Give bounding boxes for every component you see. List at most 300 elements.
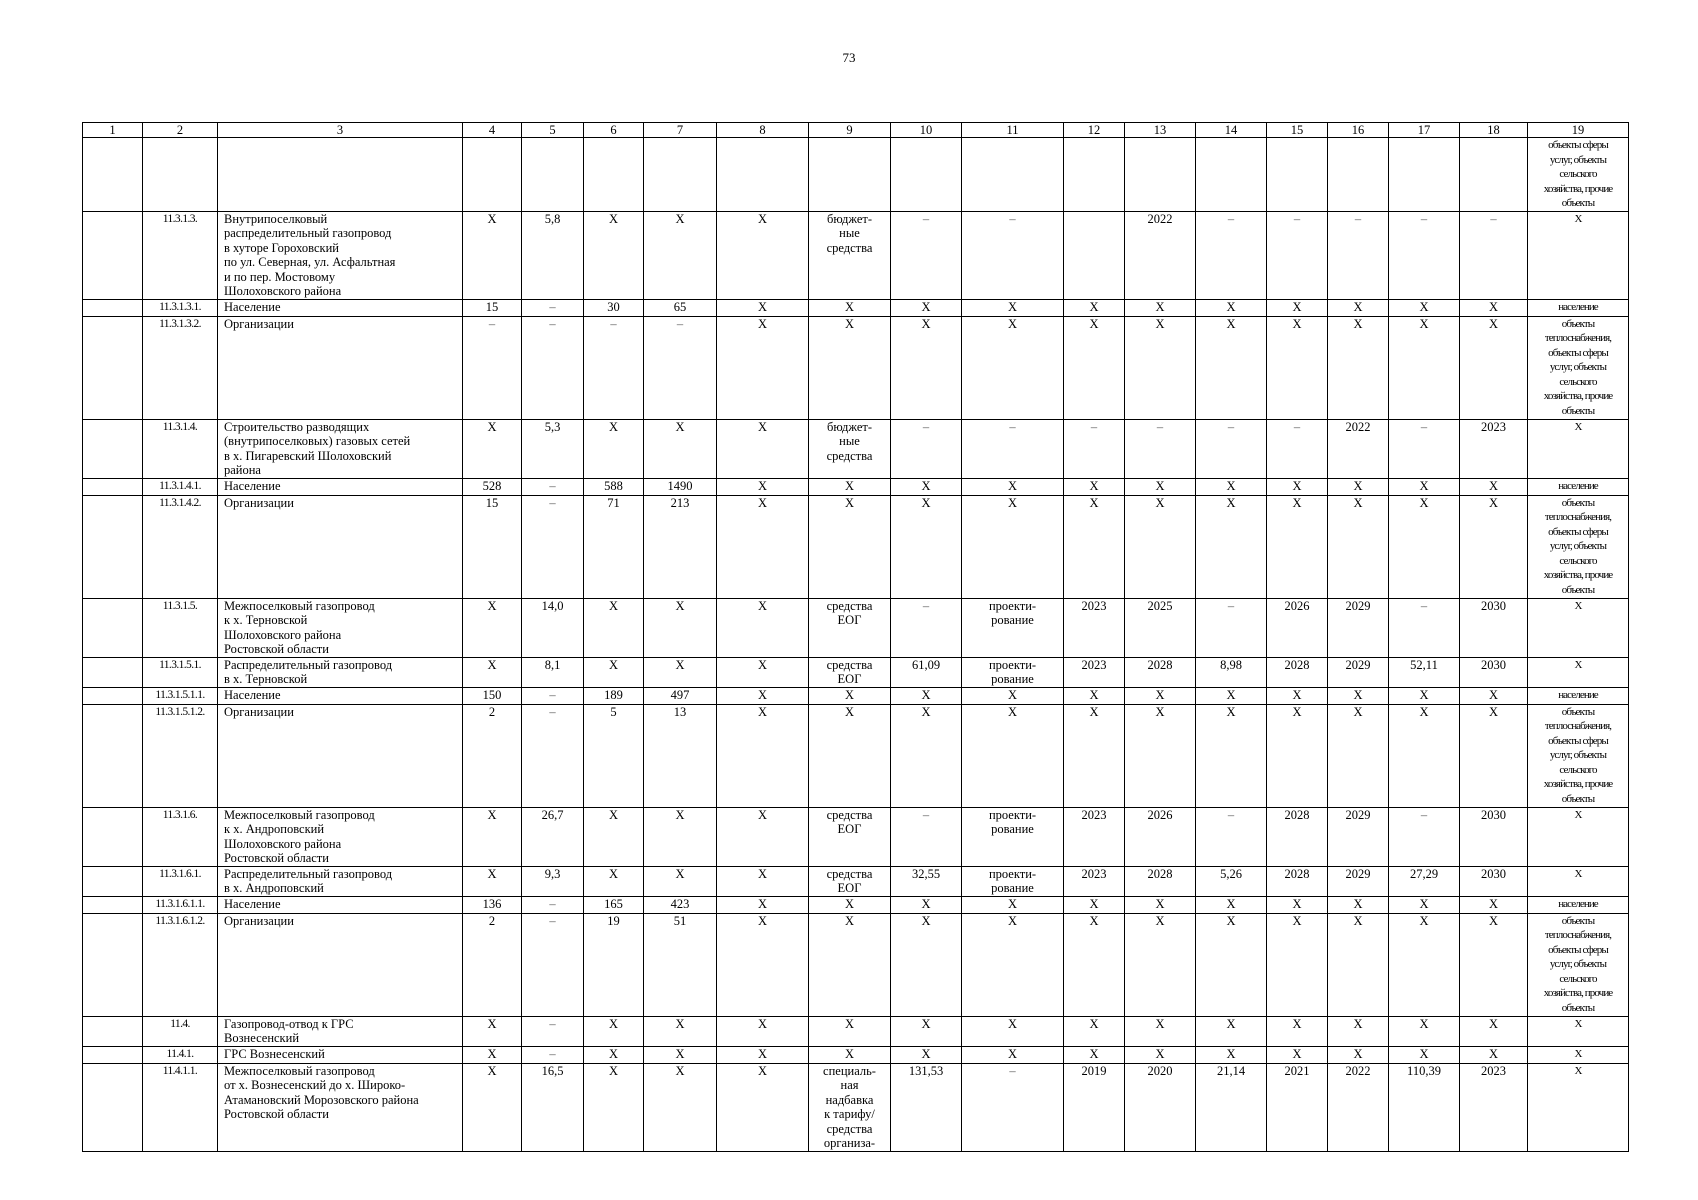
table-cell: Х [717, 1063, 809, 1151]
table-cell: Х [1460, 316, 1528, 419]
table-row [83, 299, 1629, 316]
table-row [83, 316, 1629, 419]
table-cell: Х [644, 419, 717, 478]
table-cell: 21,14 [1196, 1063, 1267, 1151]
object-name-cell: Распределительный газопровод в х. Терновской [218, 657, 463, 687]
consumer-category-cell: население [1528, 478, 1629, 495]
table-cell: 165 [584, 896, 644, 913]
table-cell [83, 1063, 143, 1151]
table-cell: Х [1389, 896, 1460, 913]
stage-cell: Х [962, 687, 1064, 704]
table-cell: 15 [463, 299, 522, 316]
table-cell: Х [1267, 1016, 1328, 1046]
row-code-cell: 11.3.1.6.1.2. [143, 913, 218, 1016]
table-cell: Х [717, 687, 809, 704]
table-cell: Х [1328, 1046, 1389, 1063]
table-cell: Х [1125, 913, 1196, 1016]
table-cell: – [1460, 211, 1528, 299]
table-cell: 213 [644, 495, 717, 598]
stage-cell: Х [962, 1046, 1064, 1063]
table-cell: Х [1328, 1016, 1389, 1046]
table-cell: Х [1460, 704, 1528, 807]
row-code-cell: 11.4.1.1. [143, 1063, 218, 1151]
stage-cell: Х [962, 704, 1064, 807]
table-cell: Х [463, 1046, 522, 1063]
funding-source-cell: Х [809, 1046, 891, 1063]
column-number-17: 17 [1389, 123, 1460, 138]
table-cell: 52,11 [1389, 657, 1460, 687]
page-number: 73 [842, 50, 856, 65]
table-cell: – [1389, 419, 1460, 478]
table-row [83, 1063, 1629, 1151]
column-number-3: 3 [218, 123, 463, 138]
table-cell: 2028 [1125, 866, 1196, 896]
table-cell [83, 896, 143, 913]
table-cell: Х [1196, 704, 1267, 807]
table-cell: Х [1267, 913, 1328, 1016]
column-number-18: 18 [1460, 123, 1528, 138]
table-cell: Х [717, 299, 809, 316]
funding-source-cell: Х [809, 299, 891, 316]
table-cell: Х [584, 807, 644, 866]
object-name-cell: Население [218, 478, 463, 495]
table-cell [83, 478, 143, 495]
table-cell [83, 598, 143, 657]
object-name-cell: Строительство разводящих (внутрипоселковых) газовых сетей в х. Пигаревский Шолоховский района [218, 419, 463, 478]
object-name-cell: Распределительный газопровод в х. Андроповский [218, 866, 463, 896]
table-row [83, 657, 1629, 687]
funding-source-cell: Х [809, 913, 891, 1016]
table-cell: 14,0 [522, 598, 584, 657]
consumer-category-cell: объекты теплоснабжения, объекты сферы услуг, объекты сельского хозяйства, прочие объекты [1528, 913, 1629, 1016]
consumer-category-cell: население [1528, 896, 1629, 913]
table-cell [717, 138, 809, 212]
table-cell: 2028 [1125, 657, 1196, 687]
table-cell: 2019 [1064, 1063, 1125, 1151]
table-cell: Х [584, 1046, 644, 1063]
table-cell: Х [1125, 687, 1196, 704]
column-number-13: 13 [1125, 123, 1196, 138]
table-cell: 528 [463, 478, 522, 495]
table-cell: Х [1064, 687, 1125, 704]
table-cell: Х [891, 316, 962, 419]
table-cell [83, 1016, 143, 1046]
table-cell [83, 1046, 143, 1063]
stage-cell: Х [962, 913, 1064, 1016]
object-name-cell: Газопровод-отвод к ГРС Вознесенский [218, 1016, 463, 1046]
table-cell: – [891, 211, 962, 299]
column-number-16: 16 [1328, 123, 1389, 138]
table-cell: Х [584, 866, 644, 896]
investment-program-table [82, 122, 1629, 1152]
table-cell: Х [463, 1063, 522, 1151]
table-cell: Х [463, 657, 522, 687]
table-cell: 2028 [1267, 866, 1328, 896]
table-cell [83, 316, 143, 419]
table-cell: 2029 [1328, 866, 1389, 896]
table-cell: 8,98 [1196, 657, 1267, 687]
table-cell: – [522, 913, 584, 1016]
row-code-cell: 11.3.1.6. [143, 807, 218, 866]
row-code-cell: 11.3.1.4. [143, 419, 218, 478]
stage-cell: Х [962, 1016, 1064, 1046]
stage-cell: – [962, 1063, 1064, 1151]
table-cell: Х [717, 896, 809, 913]
table-cell: 9,3 [522, 866, 584, 896]
table-cell: 2022 [1328, 419, 1389, 478]
table-cell: Х [584, 211, 644, 299]
table-cell: 5,3 [522, 419, 584, 478]
table-cell: 588 [584, 478, 644, 495]
object-name-cell: Организации [218, 495, 463, 598]
row-code-cell: 11.4. [143, 1016, 218, 1046]
table-cell: Х [463, 866, 522, 896]
table-cell: Х [1196, 913, 1267, 1016]
table-cell: 2030 [1460, 598, 1528, 657]
column-number-1: 1 [83, 123, 143, 138]
table-cell: Х [1125, 704, 1196, 807]
table-cell: 2026 [1267, 598, 1328, 657]
object-name-cell: Межпоселковый газопровод от х. Вознесенский до х. Широко- Атамановский Морозовского района Ростовской области [218, 1063, 463, 1151]
table-cell: Х [717, 316, 809, 419]
table-cell: Х [1267, 896, 1328, 913]
table-cell: Х [1064, 1016, 1125, 1046]
table-row [83, 704, 1629, 807]
row-code-cell: 11.3.1.3.1. [143, 299, 218, 316]
table-row [83, 913, 1629, 1016]
table-cell: – [1267, 419, 1328, 478]
column-number-5: 5 [522, 123, 584, 138]
table-cell: – [463, 316, 522, 419]
table-cell: – [1196, 211, 1267, 299]
table-cell: Х [463, 807, 522, 866]
table-row [83, 866, 1629, 896]
stage-cell: Х [962, 316, 1064, 419]
table-cell: Х [1389, 704, 1460, 807]
table-cell [1328, 138, 1389, 212]
table-cell [83, 299, 143, 316]
table-cell: Х [1064, 478, 1125, 495]
column-number-8: 8 [717, 123, 809, 138]
table-cell: Х [717, 807, 809, 866]
object-name-cell: Межпоселковый газопровод к х. Терновской Шолоховского района Ростовской области [218, 598, 463, 657]
table-cell: Х [717, 495, 809, 598]
table-cell: Х [891, 704, 962, 807]
table-cell: Х [1267, 495, 1328, 598]
table-cell: Х [1460, 495, 1528, 598]
table-cell: Х [1389, 316, 1460, 419]
stage-cell: Х [962, 299, 1064, 316]
table-row [83, 138, 1629, 212]
table-cell: 2026 [1125, 807, 1196, 866]
table-cell: Х [1389, 478, 1460, 495]
table-cell: 2 [463, 913, 522, 1016]
table-cell: 51 [644, 913, 717, 1016]
table-cell: Х [1125, 299, 1196, 316]
table-cell: 16,5 [522, 1063, 584, 1151]
consumer-category-cell: Х [1528, 1046, 1629, 1063]
table-cell: Х [1389, 299, 1460, 316]
table-cell: 2022 [1125, 211, 1196, 299]
table-cell: – [1328, 211, 1389, 299]
table-cell: Х [717, 419, 809, 478]
table-cell: – [522, 1016, 584, 1046]
table-cell: – [1389, 211, 1460, 299]
funding-source-cell: специаль- ная надбавка к тарифу/ средства организа- [809, 1063, 891, 1151]
object-name-cell: Организации [218, 704, 463, 807]
table-cell: Х [717, 704, 809, 807]
consumer-category-cell: Х [1528, 211, 1629, 299]
table-cell: Х [717, 598, 809, 657]
table-cell: – [891, 419, 962, 478]
table-cell: Х [717, 1016, 809, 1046]
table-cell: Х [717, 211, 809, 299]
table-cell: 2023 [1064, 657, 1125, 687]
table-cell [1196, 138, 1267, 212]
table-cell: Х [1064, 1046, 1125, 1063]
table-cell: Х [1328, 316, 1389, 419]
row-code-cell: 11.3.1.5.1.2. [143, 704, 218, 807]
table-cell: Х [1389, 687, 1460, 704]
table-cell: Х [463, 419, 522, 478]
table-cell: Х [1267, 704, 1328, 807]
column-number-2: 2 [143, 123, 218, 138]
row-code-cell: 11.3.1.3.2. [143, 316, 218, 419]
row-code-cell: 11.3.1.3. [143, 211, 218, 299]
table-cell: 13 [644, 704, 717, 807]
table-cell: Х [717, 866, 809, 896]
table-cell: Х [1460, 1016, 1528, 1046]
consumer-category-cell: Х [1528, 807, 1629, 866]
row-code-cell: 11.3.1.6.1. [143, 866, 218, 896]
table-cell: Х [1328, 495, 1389, 598]
table-cell: – [644, 316, 717, 419]
stage-cell: – [962, 211, 1064, 299]
table-row [83, 478, 1629, 495]
table-cell: Х [1328, 896, 1389, 913]
table-cell: Х [1328, 913, 1389, 1016]
table-row [83, 1016, 1629, 1046]
funding-source-cell: средства ЕОГ [809, 657, 891, 687]
object-name-cell: Внутрипоселковый распределительный газопровод в хуторе Гороховский по ул. Северная, ул. Асфальтная и по пер. Мостовому Шолоховского района [218, 211, 463, 299]
table-cell [1460, 138, 1528, 212]
table-cell: – [522, 478, 584, 495]
table-cell: – [522, 704, 584, 807]
table-cell: Х [1125, 1046, 1196, 1063]
stage-cell: Х [962, 478, 1064, 495]
consumer-category-cell: Х [1528, 1063, 1629, 1151]
table-cell: Х [1389, 1046, 1460, 1063]
table-cell: 2029 [1328, 598, 1389, 657]
object-name-cell: Население [218, 299, 463, 316]
table-cell: Х [891, 1046, 962, 1063]
table-cell: – [1196, 419, 1267, 478]
table-cell: 32,55 [891, 866, 962, 896]
funding-source-cell: средства ЕОГ [809, 807, 891, 866]
table-cell: 2028 [1267, 807, 1328, 866]
row-code-cell: 11.3.1.6.1.1. [143, 896, 218, 913]
column-number-15: 15 [1267, 123, 1328, 138]
column-number-4: 4 [463, 123, 522, 138]
table-cell: 2023 [1064, 866, 1125, 896]
table-cell: Х [1460, 299, 1528, 316]
funding-source-cell: Х [809, 316, 891, 419]
table-cell: Х [584, 598, 644, 657]
table-cell [522, 138, 584, 212]
table-cell: – [1389, 807, 1460, 866]
stage-cell: проекти- рование [962, 598, 1064, 657]
table-cell [1064, 211, 1125, 299]
funding-source-cell: Х [809, 687, 891, 704]
table-cell: Х [644, 866, 717, 896]
table-cell [584, 138, 644, 212]
table-cell: Х [1328, 687, 1389, 704]
consumer-category-cell: объекты теплоснабжения, объекты сферы услуг, объекты сельского хозяйства, прочие объекты [1528, 704, 1629, 807]
table-cell: Х [1125, 478, 1196, 495]
table-cell: Х [717, 657, 809, 687]
table-row [83, 211, 1629, 299]
table-cell: Х [1267, 478, 1328, 495]
table-cell: – [522, 896, 584, 913]
consumer-category-cell: объекты сферы услуг, объекты сельского хозяйства, прочие объекты [1528, 138, 1629, 212]
table-cell: Х [1460, 687, 1528, 704]
row-code-cell: 11.3.1.4.1. [143, 478, 218, 495]
table-cell: Х [891, 478, 962, 495]
table-cell: Х [1196, 896, 1267, 913]
table-cell: Х [1267, 299, 1328, 316]
table-cell: 2 [463, 704, 522, 807]
consumer-category-cell: объекты теплоснабжения, объекты сферы услуг, объекты сельского хозяйства, прочие объекты [1528, 316, 1629, 419]
table-cell: Х [644, 807, 717, 866]
table-cell [1064, 138, 1125, 212]
table-cell: Х [891, 687, 962, 704]
table-cell: Х [1196, 1046, 1267, 1063]
table-cell: – [522, 495, 584, 598]
table-cell: 61,09 [891, 657, 962, 687]
table-cell: 8,1 [522, 657, 584, 687]
table-cell: Х [1328, 299, 1389, 316]
funding-source-cell: средства ЕОГ [809, 598, 891, 657]
table-cell: Х [1389, 495, 1460, 598]
table-cell: Х [644, 657, 717, 687]
column-number-6: 6 [584, 123, 644, 138]
table-cell: 2025 [1125, 598, 1196, 657]
table-cell [891, 138, 962, 212]
table-cell: Х [1125, 495, 1196, 598]
object-name-cell: Межпоселковый газопровод к х. Андроповский Шолоховского района Ростовской области [218, 807, 463, 866]
row-code-cell: 11.3.1.4.2. [143, 495, 218, 598]
table-cell: 71 [584, 495, 644, 598]
row-code-cell: 11.4.1. [143, 1046, 218, 1063]
table-cell: 2023 [1460, 1063, 1528, 1151]
object-name-cell: Организации [218, 316, 463, 419]
table-cell [83, 657, 143, 687]
table-cell: Х [1125, 896, 1196, 913]
table-cell: 26,7 [522, 807, 584, 866]
table-cell: Х [644, 211, 717, 299]
table-cell: 5 [584, 704, 644, 807]
table-cell: 423 [644, 896, 717, 913]
table-cell: Х [1196, 316, 1267, 419]
table-cell: 110,39 [1389, 1063, 1460, 1151]
consumer-category-cell: население [1528, 687, 1629, 704]
table-cell: Х [1196, 1016, 1267, 1046]
table-cell: Х [584, 657, 644, 687]
table-cell: Х [1064, 913, 1125, 1016]
table-cell: 2023 [1460, 419, 1528, 478]
table-cell: Х [644, 1016, 717, 1046]
object-name-cell: Организации [218, 913, 463, 1016]
table-cell: Х [891, 896, 962, 913]
table-row [83, 687, 1629, 704]
table-cell: – [522, 1046, 584, 1063]
row-code-cell: 11.3.1.5.1.1. [143, 687, 218, 704]
column-number-7: 7 [644, 123, 717, 138]
table-cell: – [1196, 598, 1267, 657]
table-cell: 27,29 [1389, 866, 1460, 896]
table-cell: 5,26 [1196, 866, 1267, 896]
table-cell [83, 495, 143, 598]
table-cell: Х [891, 299, 962, 316]
table-row [83, 419, 1629, 478]
table-row [83, 1046, 1629, 1063]
column-number-11: 11 [962, 123, 1064, 138]
table-cell: 2030 [1460, 866, 1528, 896]
table-cell: 2022 [1328, 1063, 1389, 1151]
column-number-12: 12 [1064, 123, 1125, 138]
table-cell: Х [1064, 704, 1125, 807]
table-cell: 30 [584, 299, 644, 316]
table-cell [1389, 138, 1460, 212]
column-number-19: 19 [1528, 123, 1629, 138]
table-cell: – [891, 598, 962, 657]
table-cell: Х [717, 913, 809, 1016]
table-cell: 2023 [1064, 598, 1125, 657]
table-cell [83, 138, 143, 212]
table-cell: Х [463, 598, 522, 657]
table-cell: – [522, 316, 584, 419]
funding-source-cell: Х [809, 1016, 891, 1046]
consumer-category-cell: Х [1528, 866, 1629, 896]
stage-cell: проекти- рование [962, 866, 1064, 896]
table-cell: 65 [644, 299, 717, 316]
table-cell: 2021 [1267, 1063, 1328, 1151]
row-code-cell: 11.3.1.5. [143, 598, 218, 657]
table-cell: Х [1125, 316, 1196, 419]
object-name-cell [218, 138, 463, 212]
stage-cell: – [962, 419, 1064, 478]
table-cell [83, 687, 143, 704]
table-row [83, 495, 1629, 598]
table-cell: 2029 [1328, 807, 1389, 866]
funding-source-cell [809, 138, 891, 212]
table-cell: Х [1196, 478, 1267, 495]
table-cell: Х [1460, 896, 1528, 913]
table-cell: Х [1460, 913, 1528, 1016]
table-cell: Х [1460, 478, 1528, 495]
table-cell: – [522, 299, 584, 316]
stage-cell [962, 138, 1064, 212]
table-cell [1267, 138, 1328, 212]
table-cell: Х [584, 419, 644, 478]
funding-source-cell: бюджет- ные средства [809, 419, 891, 478]
table-cell: Х [584, 1016, 644, 1046]
object-name-cell: Население [218, 687, 463, 704]
table-cell: Х [1064, 316, 1125, 419]
table-cell: 150 [463, 687, 522, 704]
table-cell: Х [1064, 299, 1125, 316]
table-cell: Х [891, 913, 962, 1016]
